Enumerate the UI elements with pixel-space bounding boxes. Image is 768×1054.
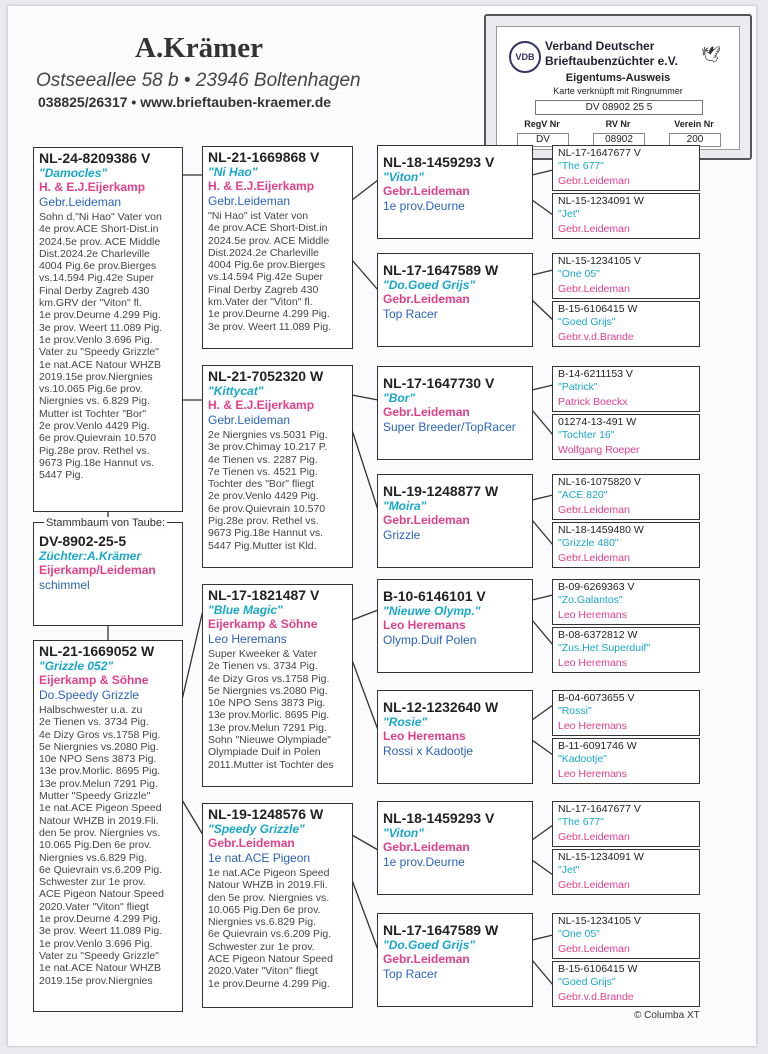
- ring-number: NL-18-1459293 V: [383, 810, 495, 826]
- breeder: Gebr.Leideman: [558, 283, 630, 295]
- breeder: H. & E.J.Eijerkamp: [39, 180, 146, 194]
- pigeon-name: "Goed Grijs": [558, 316, 616, 328]
- breeder: Leo Heremans: [383, 729, 466, 743]
- ring-number: NL-24-8209386 V: [39, 150, 151, 166]
- ancestor-box: [552, 301, 700, 347]
- performance-info: 2e Niergnies vs.5031 Pig. 3e prov.Chimay 10.217 P. 4e Tienen vs. 2287 Pig. 7e Tienen vs. 4521 Pig. Tochter des "Bor" fliegt 2e prov.Venlo 4429 Pig. 6e prov.Quievrain 10.570 Pig.28e prov. Rethel vs. 9673 Pig.18e Hannut vs. 5447 Pig.Mutter ist Kld.: [208, 429, 328, 552]
- pigeon-name: "Kittycat": [208, 384, 264, 398]
- breeder: Gebr.Leideman: [383, 952, 470, 966]
- card-col-value: DV: [517, 133, 569, 147]
- pigeon-name: "Jet": [558, 208, 580, 220]
- breeder: Leo Heremans: [558, 657, 627, 669]
- ancestor-box: [552, 253, 700, 299]
- owner: Top Racer: [383, 967, 438, 981]
- card-ring-number: DV 08902 25 5: [535, 100, 703, 115]
- grandparent-box: [202, 365, 353, 568]
- great-grandparent-box: [377, 145, 533, 239]
- ring-number: DV-8902-25-5: [39, 533, 127, 549]
- breeder: Leo Heremans: [558, 720, 627, 732]
- performance-info: Super Kweeker & Vater 2e Tienen vs. 3734 Pig. 4e Dizy Gros vs.1758 Pig. 5e Niergnies vs.2080 Pig. 10e NPO Sens 3873 Pig. 13e prov.Morlic. 8695 Pig. 13e prov.Melun 7291 Pig. Sohn "Nieuwe Olympiade" Olympiade Duif in Polen 2011.Mutter ist Tochter des: [208, 648, 334, 771]
- ring-number: B-11-6091746 W: [558, 740, 637, 752]
- card-org-line1: Verband Deutscher: [545, 39, 655, 53]
- card-col-value: 200: [669, 133, 721, 147]
- ancestor-box: [552, 913, 700, 959]
- breeder: Gebr.Leideman: [383, 840, 470, 854]
- association-logo-icon: VDB: [509, 41, 541, 73]
- ring-number: NL-17-1647589 W: [383, 922, 499, 938]
- owner: Do.Speedy Grizzle: [39, 688, 140, 702]
- breeder: Gebr.Leideman: [558, 175, 630, 187]
- pigeon-name: "Grizzle 052": [39, 659, 114, 673]
- ring-number: B-08-6372812 W: [558, 629, 638, 641]
- performance-info: 1e nat.ACe Pigeon Speed Natour WHZB in 2019.Fli. den 5e prov. Niergnies vs. 10.065 Pig.Den 6e prov. Niergnies vs.6.829 Pig. 6e Quievrain vs.6.209 Pig. Schwester zur 1e prov. ACE Pigeon Natour Speed 2020.Vater "Viton" fliegt 1e prov.Deurne 4.299 Pig.: [208, 867, 333, 990]
- ring-number: B-09-6269363 V: [558, 581, 635, 593]
- pigeon-name: "Do.Goed Grijs": [383, 938, 476, 952]
- pigeon-name: "Ni Hao": [208, 165, 258, 179]
- pigeon-name: "Viton": [383, 826, 424, 840]
- ancestor-box: [552, 193, 700, 239]
- breeder-name: A.Krämer: [135, 32, 264, 64]
- ring-number: B-15-6106415 W: [558, 303, 638, 315]
- pigeon-name: "Zus.Het Superduif": [558, 642, 651, 654]
- breeder: H. & E.J.Eijerkamp: [208, 398, 315, 412]
- great-grandparent-box: [377, 474, 533, 568]
- ancestor-box: [552, 627, 700, 673]
- pigeon-name: "Rosie": [383, 715, 428, 729]
- pigeon-name: "Goed Grijs": [558, 976, 616, 988]
- breeder: Leo Heremans: [558, 768, 627, 780]
- owner: 1e prov.Deurne: [383, 855, 465, 869]
- ancestor-box: [552, 690, 700, 736]
- owner: Gebr.Leideman: [208, 194, 291, 208]
- breeder: Gebr.Leideman: [383, 184, 470, 198]
- ownership-card: [484, 14, 752, 160]
- ring-number: NL-17-1647677 V: [558, 147, 641, 159]
- owner: Gebr.Leideman: [39, 195, 122, 209]
- pigeon-name: "Zo.Galantos": [558, 594, 623, 606]
- ring-number: B-04-6073655 V: [558, 692, 635, 704]
- ring-number: NL-19-1248576 W: [208, 806, 324, 822]
- owner: Top Racer: [383, 307, 438, 321]
- breeder: Gebr.Leideman: [558, 831, 630, 843]
- ring-number: NL-21-7052320 W: [208, 368, 324, 384]
- great-grandparent-box: [377, 801, 533, 895]
- card-subtitle: Karte verknüpft mit Ringnummer: [553, 86, 683, 96]
- breeder: Eijerkamp & Söhne: [39, 673, 149, 687]
- great-grandparent-box: [377, 366, 533, 460]
- breeder: Eijerkamp & Söhne: [208, 617, 318, 631]
- pigeon-name: "Do.Goed Grijs": [383, 278, 476, 292]
- card-title: Eigentums-Ausweis: [565, 72, 671, 84]
- grandparent-box: [202, 584, 353, 787]
- owner: Rossi x Kadootje: [383, 744, 474, 758]
- ancestor-box: [552, 738, 700, 784]
- breeder: Gebr.Leideman: [383, 292, 470, 306]
- pedigree-label: Stammbaum von Taube:: [46, 517, 166, 529]
- pigeon-name: "Patrick": [558, 381, 598, 393]
- ring-number: NL-17-1821487 V: [208, 587, 320, 603]
- ring-number: NL-18-1459293 V: [383, 154, 495, 170]
- breeder-address: Ostseeallee 58 b • 23946 Boltenhagen: [36, 70, 361, 91]
- card-col-header: Verein Nr: [674, 119, 714, 129]
- owner: 1e prov.Deurne: [383, 199, 465, 213]
- ring-number: NL-17-1647677 V: [558, 803, 641, 815]
- breeder: Gebr.Leideman: [558, 879, 630, 891]
- pigeon-name: Züchter:A.Krämer: [39, 549, 142, 563]
- breeder: Leo Heremans: [383, 618, 466, 632]
- ring-number: NL-19-1248877 W: [383, 483, 499, 499]
- pigeon-name: "Grizzle 480": [558, 537, 619, 549]
- breeder: Gebr.Leideman: [558, 223, 630, 235]
- pigeon-name: "Kadootje": [558, 753, 607, 765]
- ring-number: B-15-6106415 W: [558, 963, 638, 975]
- pigeon-name: "One 05": [558, 928, 600, 940]
- ring-number: NL-17-1647589 W: [383, 262, 499, 278]
- pigeon-name: "Tochter 16": [558, 429, 615, 441]
- pigeon-name: "Damocles": [39, 166, 108, 180]
- great-grandparent-box: [377, 913, 533, 1007]
- breeder: Gebr.Leideman: [383, 405, 470, 419]
- pigeon-name: "Blue Magic": [208, 603, 283, 617]
- breeder: Gebr.Leideman: [383, 513, 470, 527]
- pigeon-name: "One 05": [558, 268, 600, 280]
- card-col-value: 08902: [593, 133, 645, 147]
- owner: schimmel: [39, 578, 90, 592]
- card-org-line2: Brieftaubenzüchter e.V.: [545, 54, 678, 68]
- ancestor-box: [552, 849, 700, 895]
- ring-number: NL-21-1669868 V: [208, 149, 320, 165]
- subject-box: [33, 522, 183, 626]
- pigeon-name: "Moira": [383, 499, 427, 513]
- mother-box: [33, 640, 183, 1012]
- ancestor-box: [552, 366, 700, 412]
- pigeon-name: "Speedy Grizzle": [208, 822, 305, 836]
- ancestor-box: [552, 414, 700, 460]
- breeder: H. & E.J.Eijerkamp: [208, 179, 315, 193]
- ancestor-box: [552, 474, 700, 520]
- owner: 1e nat.ACE Pigeon: [208, 851, 311, 865]
- ring-number: B-14-6211153 V: [558, 368, 633, 380]
- breeder: Eijerkamp/Leideman: [39, 563, 156, 577]
- card-col-header: RegV Nr: [524, 119, 560, 129]
- grandparent-box: [202, 803, 353, 1008]
- grandparent-box: [202, 146, 353, 349]
- ancestor-box: [552, 145, 700, 191]
- owner: Gebr.Leideman: [208, 413, 291, 427]
- owner: Grizzle: [383, 528, 421, 542]
- breeder: Patrick Boeckx: [558, 396, 628, 408]
- ring-number: NL-16-1075820 V: [558, 476, 641, 488]
- breeder: Gebr.Leideman: [558, 504, 630, 516]
- breeder: Gebr.v.d.Brande: [558, 331, 634, 343]
- father-box: [33, 147, 183, 512]
- performance-info: Halbschwester u.a. zu 2e Tienen vs. 3734 Pig. 4e Dizy Gros vs.1758 Pig. 5e Niergnies vs.2080 Pig. 10e NPO Sens 3873 Pig. 13e prov.Morlic. 8695 Pig. 13e prov.Melun 7291 Pig. Mutter "Speedy Grizzle" 1e nat.ACE Pigeon Speed Natour WHZB in 2019.Fli. den 5e prov. Niergnies vs. 10.065 Pig.Den 6e prov. Niergnies vs.6.829 Pig. 6e Quievrain vs.6.209 Pig. Schwester zur 1e prov. ACE Pigeon Natour Speed 2020.Vater "Viton" fliegt 1e prov.Deurne 4.299 Pig. 3e prov. Weert 11.089 Pig. 1e prov.Venlo 3.696 Pig. Vater zu "Speedy Grizzle" 1e nat.ACE Natour WHZB 2019.15e prov.Niergnies: [39, 704, 164, 987]
- pigeon-name: "ACE 820": [558, 489, 608, 501]
- performance-info: "Ni Hao" ist Vater von 4e prov.ACE Short-Dist.in 2024.5e prov. ACE Middle Dist.2024.2e Charleville 4004 Pig.6e prov.Bierges vs.14.594 Pig.42e Super Final Derby Zagreb 430 km.Vater der "Viton" fl. 1e prov.Deurne 4.299 Pig. 3e prov. Weert 11.089 Pig.: [208, 210, 332, 333]
- ring-number: NL-17-1647730 V: [383, 375, 495, 391]
- ring-number: NL-12-1232640 W: [383, 699, 499, 715]
- performance-info: Sohn d."Ni Hao" Vater von 4e prov.ACE Short-Dist.in 2024.5e prov. ACE Middle Dist.2024.2e Charleville 4004 Pig.6e prov.Bierges vs.14.594 Pig.42e Super Final Derby Zagreb 430 km.GRV der "Viton" fl. 1e prov.Deurne 4.299 Pig. 3e prov. Weert 11.089 Pig. 1e prov.Venlo 3.696 Pig. Vater zu "Speedy Grizzle" 1e nat.ACE Natour WHZB 2019.15e prov.Niergnies vs.10.065 Pig.6e prov. Niergnies vs. 6.829 Pig. Mutter ist Tochter "Bor" 2e prov.Venlo 4429 Pig. 6e prov.Quievrain 10.570 Pig.28e prov. Rethel vs. 9673 Pig.18e Hannut vs. 5447 Pig.: [39, 211, 163, 482]
- owner: Olymp.Duif Polen: [383, 633, 477, 647]
- ancestor-box: [552, 961, 700, 1007]
- ring-number: NL-15-1234105 V: [558, 255, 641, 267]
- breeder: Leo Heremans: [558, 609, 627, 621]
- pigeon-name: "Viton": [383, 170, 424, 184]
- ancestor-box: [552, 801, 700, 847]
- pigeon-name: "Rossi": [558, 705, 592, 717]
- ancestor-box: [552, 579, 700, 625]
- breeder-contact: 038825/26317 • www.brieftauben-kraemer.de: [38, 94, 332, 110]
- owner: Leo Heremans: [208, 632, 287, 646]
- owner: Super Breeder/TopRacer: [383, 420, 516, 434]
- pigeon-icon: 🕊: [701, 47, 722, 64]
- breeder: Gebr.Leideman: [558, 943, 630, 955]
- ring-number: B-10-6146101 V: [383, 588, 486, 604]
- copyright: © Columba XT: [634, 1010, 700, 1021]
- ring-number: NL-15-1234091 W: [558, 195, 644, 207]
- card-col-header: RV Nr: [605, 119, 631, 129]
- ring-number: NL-15-1234105 V: [558, 915, 641, 927]
- pigeon-name: "Bor": [383, 391, 416, 405]
- pigeon-name: "Nieuwe Olymp.": [383, 604, 481, 618]
- breeder: Gebr.Leideman: [208, 836, 295, 850]
- breeder: Gebr.Leideman: [558, 552, 630, 564]
- ring-number: NL-18-1459480 W: [558, 524, 644, 536]
- ancestor-box: [552, 522, 700, 568]
- ring-number: NL-15-1234091 W: [558, 851, 644, 863]
- pigeon-name: "Jet": [558, 864, 580, 876]
- ring-number: NL-21-1669052 W: [39, 643, 155, 659]
- ring-number: 01274-13-491 W: [558, 416, 637, 428]
- pigeon-name: "The 677": [558, 160, 604, 172]
- breeder: Wolfgang Roeper: [558, 444, 640, 456]
- great-grandparent-box: [377, 253, 533, 347]
- pigeon-name: "The 677": [558, 816, 604, 828]
- great-grandparent-box: [377, 690, 533, 784]
- great-grandparent-box: [377, 579, 533, 673]
- breeder: Gebr.v.d.Brande: [558, 991, 634, 1003]
